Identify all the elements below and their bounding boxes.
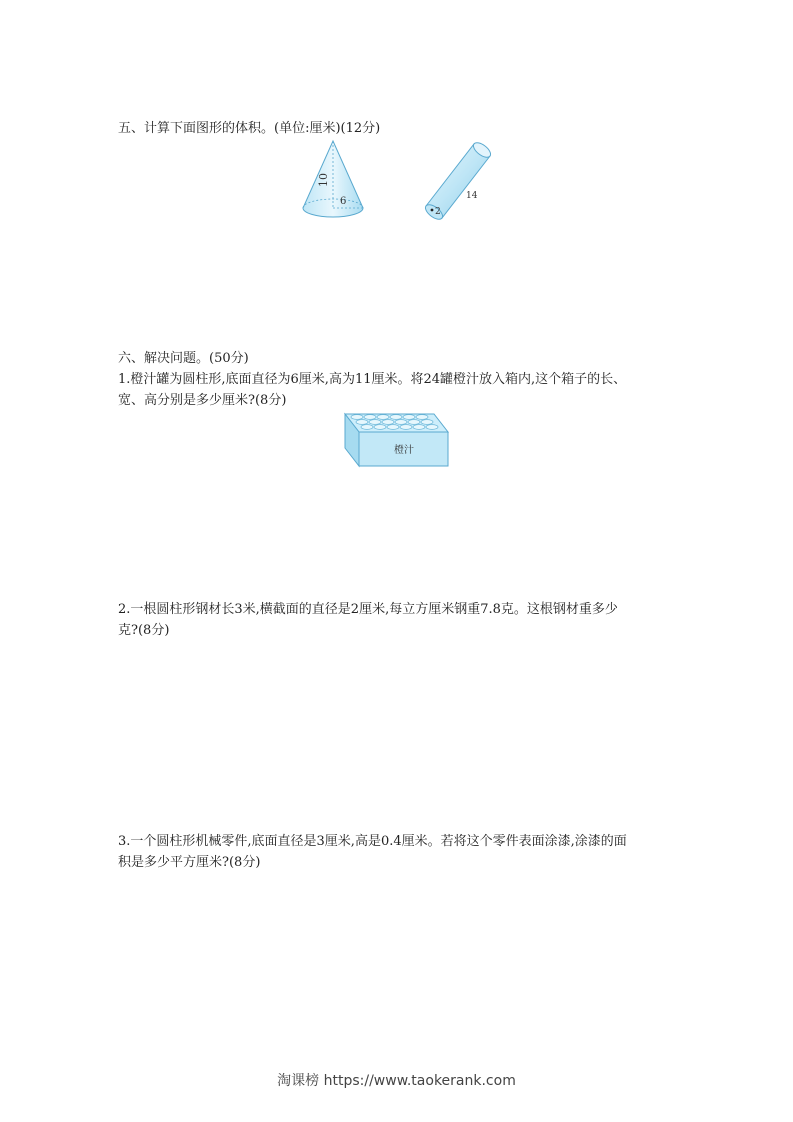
q3-line2: 积是多少平方厘米?(8分) [118, 855, 261, 870]
cone-height-label: 10 [317, 173, 330, 187]
q2-line1: 2.一根圆柱形钢材长3米,横截面的直径是2厘米,每立方厘米钢重7.8克。这根钢材重多少 [118, 602, 618, 617]
section6-heading: 六、解决问题。(50分) [118, 351, 249, 366]
cone-figure [298, 138, 368, 222]
cylinder-length-label: 14 [466, 191, 478, 201]
cylinder-diameter-label: 2 [435, 207, 441, 217]
cylinder-figure [418, 134, 498, 224]
q3-line1: 3.一个圆柱形机械零件,底面直径是3厘米,高是0.4厘米。若将这个零件表面涂漆,涂漆的面 [118, 834, 627, 849]
q1-line1: 1.橙汁罐为圆柱形,底面直径为6厘米,高为11厘米。将24罐橙汁放入箱内,这个箱子的长、 [118, 372, 627, 387]
juice-box-figure [341, 411, 453, 471]
cone-radius-label: 6 [340, 196, 347, 207]
section5-heading: 五、计算下面图形的体积。(单位:厘米)(12分) [118, 121, 381, 136]
juice-box-label: 橙汁 [394, 445, 414, 456]
q2-line2: 克?(8分) [118, 623, 170, 638]
footer-watermark: 淘课榜 https://www.taokerank.com [277, 1073, 516, 1089]
q1-line2: 宽、高分别是多少厘米?(8分) [118, 393, 287, 408]
